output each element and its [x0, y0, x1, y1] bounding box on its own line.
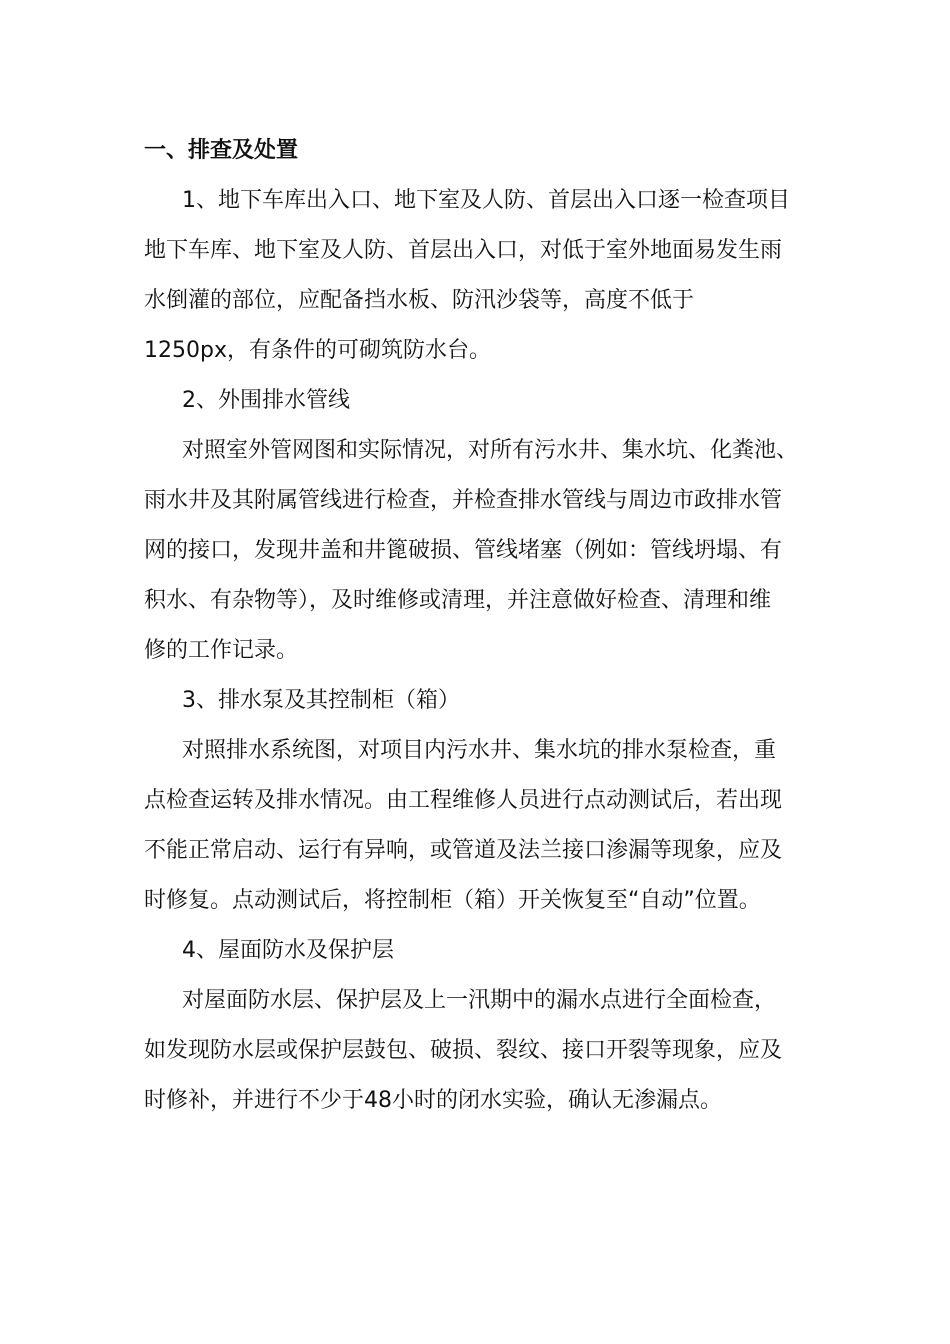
section-heading: 一、排查及处置: [144, 138, 299, 163]
item-1-text-line: 1250px，有条件的可砌筑防水台。: [144, 338, 491, 363]
document-body: [144, 126, 804, 1126]
item-1-text-line: 地下车库、地下室及人防、首层出入口，对低于室外地面易发生雨: [144, 238, 783, 263]
item-4-text-line: 如发现防水层或保护层鼓包、破损、裂纹、接口开裂等现象，应及: [144, 1038, 783, 1063]
item-2-text-line: 修的工作记录。: [144, 638, 299, 663]
item-3-text-line: 对照排水系统图，对项目内污水井、集水坑的排水泵检查，重: [182, 738, 777, 763]
item-1-text-line: 水倒灌的部位，应配备挡水板、防汛沙袋等，高度不低于: [144, 288, 695, 313]
item-4-text-line: 对屋面防水层、保护层及上一汛期中的漏水点进行全面检查，: [182, 988, 777, 1013]
item-3-text-line: 点检查运转及排水情况。由工程维修人员进行点动测试后，若出现: [144, 788, 783, 813]
item-3-text-line: 不能正常启动、运行有异响，或管道及法兰接口渗漏等现象，应及: [144, 838, 783, 863]
item-2-text-line: 对照室外管网图和实际情况，对所有污水井、集水坑、化粪池、: [182, 438, 799, 463]
item-3-text-line: 时修复。点动测试后，将控制柜（箱）开关恢复至“自动”位置。: [144, 888, 761, 913]
item-1-title: 1、地下车库出入口、地下室及人防、首层出入口逐一检查项目: [182, 188, 790, 213]
item-4-text-line: 时修补，并进行不少于48小时的闭水实验，确认无渗漏点。: [144, 1088, 722, 1113]
item-4-title: 4、屋面防水及保护层: [182, 938, 394, 963]
item-3-title: 3、排水泵及其控制柜（箱）: [182, 688, 460, 713]
item-2-title: 2、外围排水管线: [182, 388, 350, 413]
item-2-text-line: 网的接口，发现井盖和井篦破损、管线堵塞（例如：管线坍塌、有: [144, 538, 783, 563]
item-2-text-line: 雨水井及其附属管线进行检查，并检查排水管线与周边市政排水管: [144, 488, 783, 513]
item-2-text-line: 积水、有杂物等），及时维修或清理，并注意做好检查、清理和维: [144, 588, 772, 613]
